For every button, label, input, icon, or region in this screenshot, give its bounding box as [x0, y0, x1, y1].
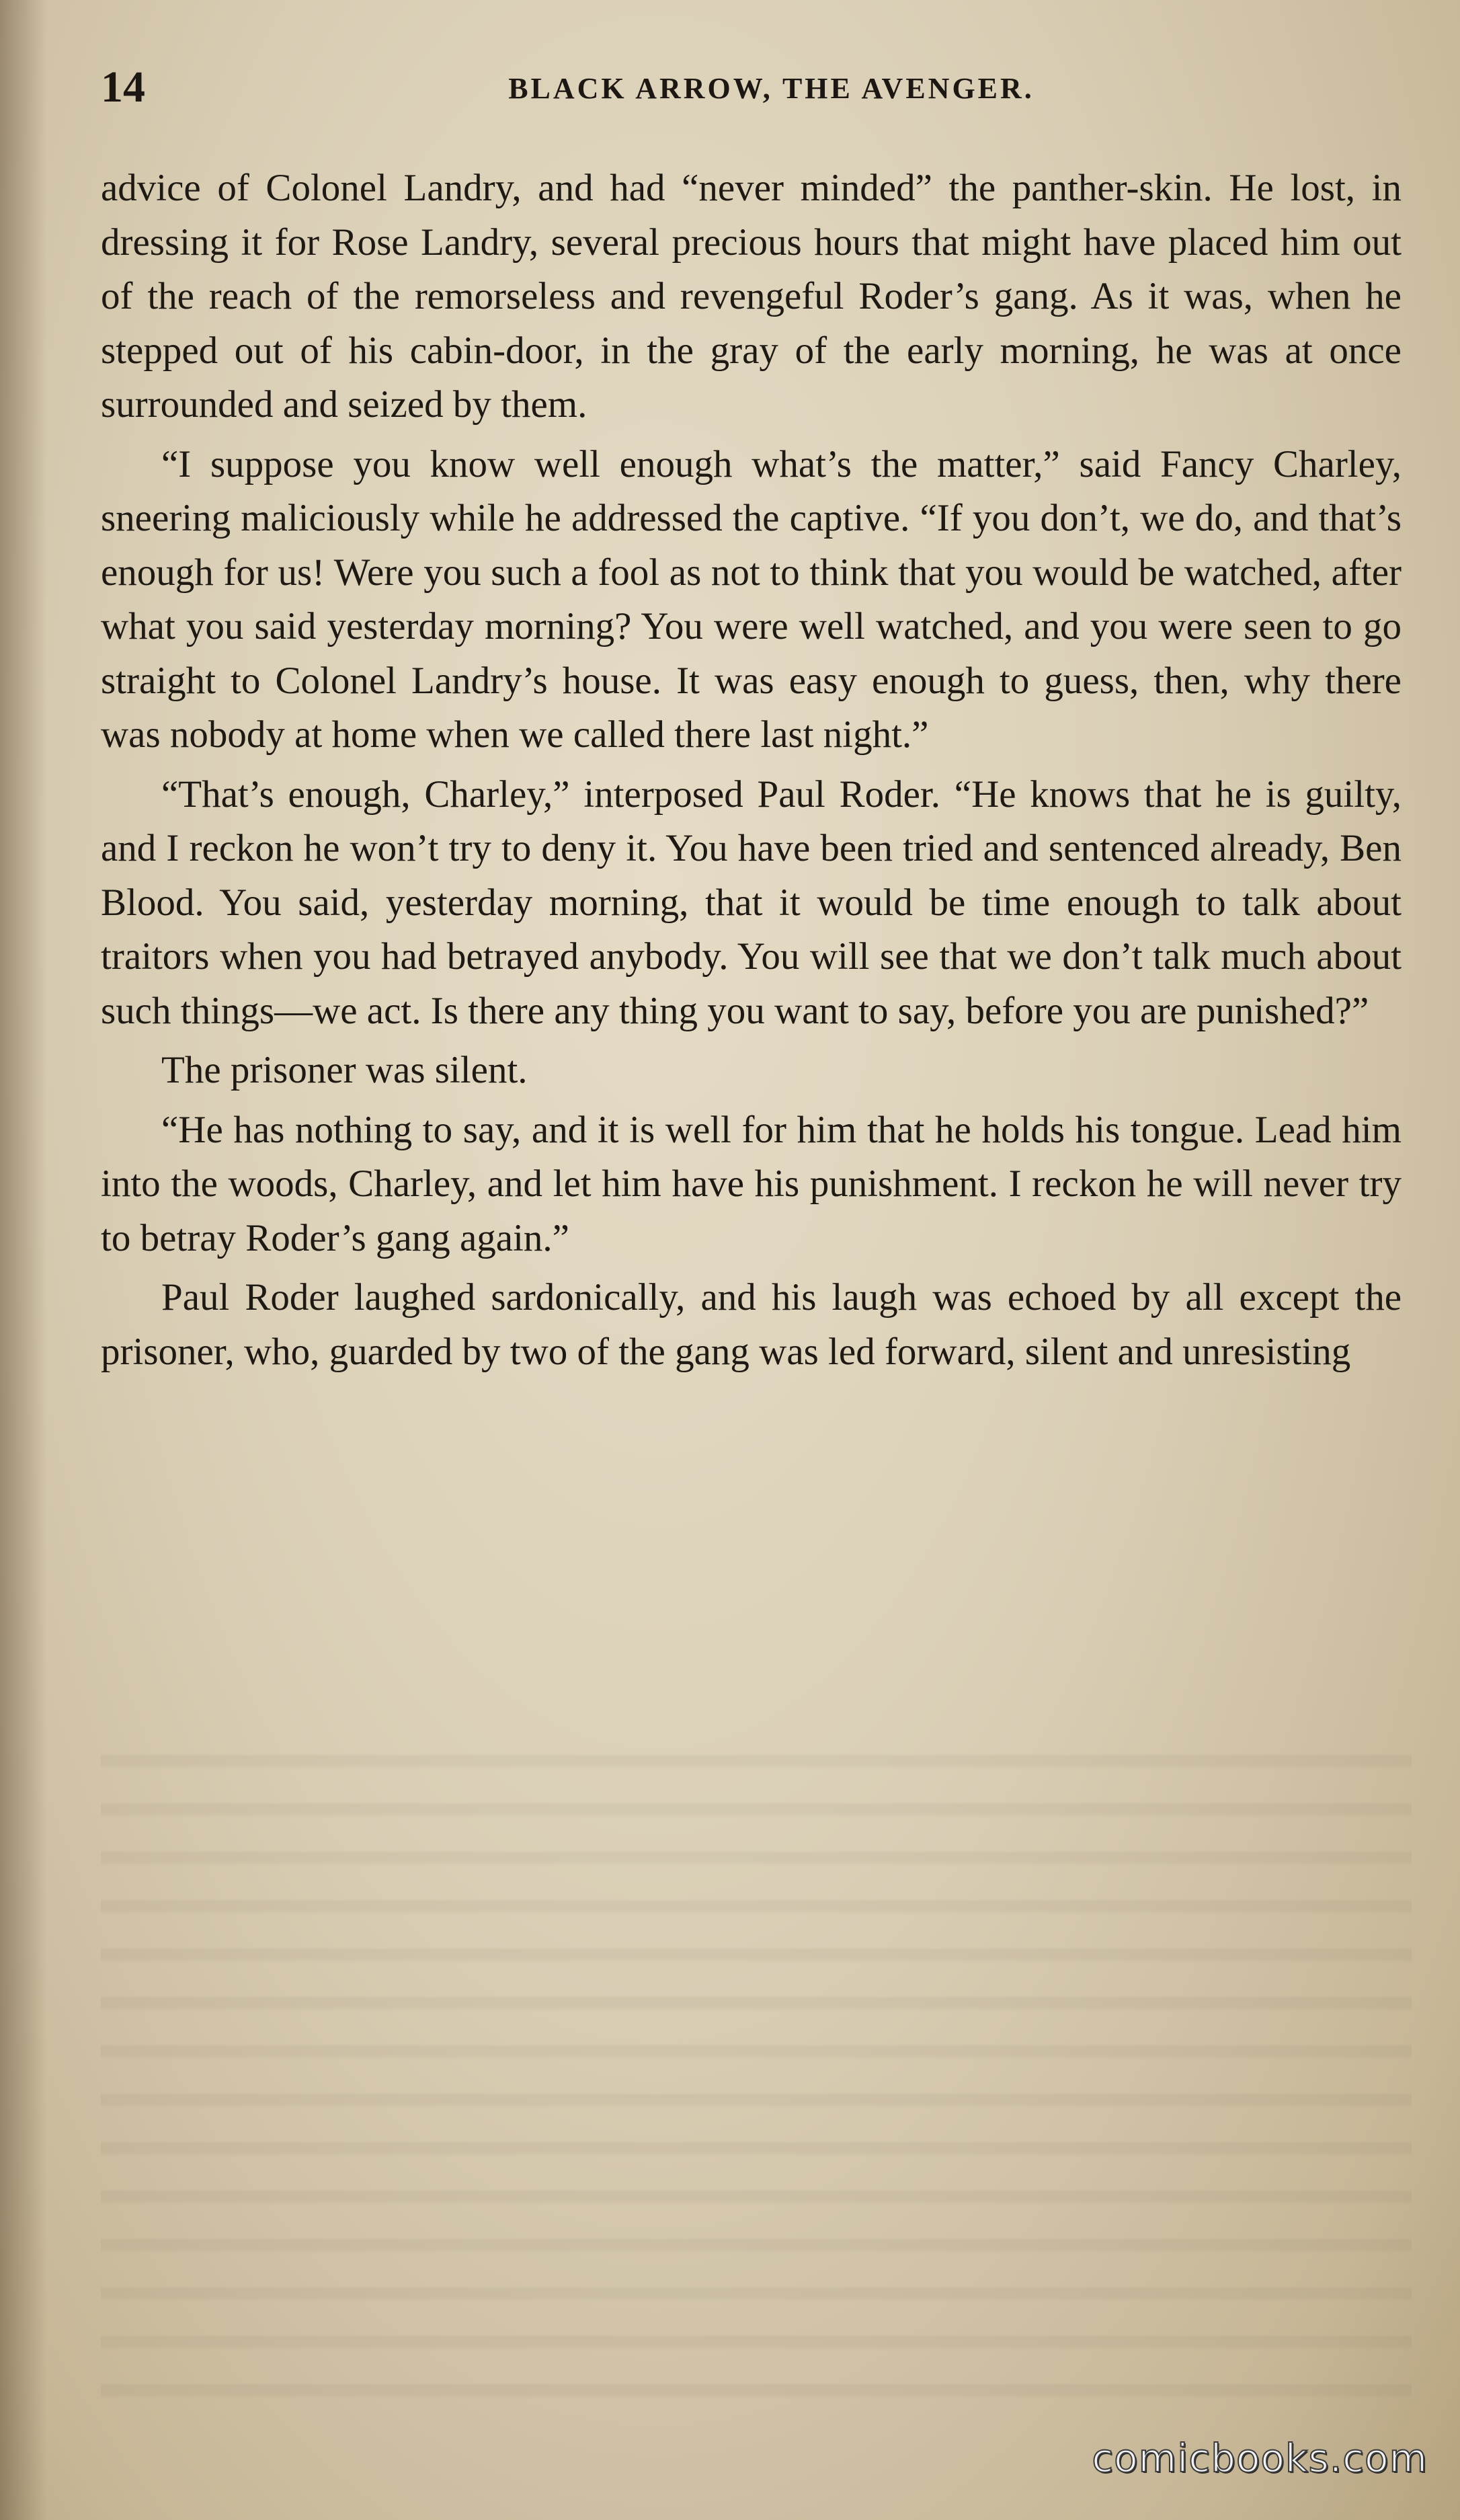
watermark: comicbooks.com [1092, 2435, 1428, 2481]
page-header [101, 62, 1402, 116]
paragraph-2: “I suppose you know well enough what’s the matter,” said Fancy Charley, sneering maliciously while he addressed the captive. “If you don’t, we do, and that’s enough for us! Were you such a fool as not to think that you would be watched, after what you said yesterday morning? You were well watched, and you were seen to go straight to Colonel Landry’s house. It was easy enough to guess, then, why there was nobody at home when we called there last night.” [101, 442, 1402, 756]
paragraph-1: advice of Colonel Landry, and had “never minded” the panther-skin. He lost, in dressing it for Rose Landry, several precious hours that might have placed him out of the reach of the remorseless and revengeful Roder’s gang. As it was, when he stepped out of his cabin-door, in the gray of the early morning, he was at once surrounded and seized by them. [101, 167, 1402, 426]
paragraph-6: Paul Roder laughed sardonically, and his laugh was echoed by all except the prisoner, who, guarded by two of the gang was led forward, silent and unresisting [101, 1276, 1402, 1373]
page-number: 14 [101, 63, 145, 112]
body-text [101, 161, 1402, 1384]
show-through-text [101, 1721, 1412, 2407]
paragraph-3: “That’s enough, Charley,” interposed Paul Roder. “He knows that he is guilty, and I reckon he won’t try to deny it. You have been tried and sentenced already, Ben Blood. You said, yesterday morning, that it would be time enough to talk about traitors when you had betrayed anybody. You will see that we don’t talk much about such things—we act. Is there any thing you want to say, before you are punished?” [101, 773, 1402, 1032]
running-title: BLACK ARROW, THE AVENGER. [508, 72, 1035, 105]
paragraph-4: The prisoner was silent. [161, 1049, 528, 1091]
paragraph-5: “He has nothing to say, and it is well for him that he holds his tongue. Lead him into the woods, Charley, and let him have his punishment. I reckon he will never try to betray Roder’s gang again.” [101, 1108, 1402, 1259]
page-edge-shadow [0, 0, 47, 2520]
